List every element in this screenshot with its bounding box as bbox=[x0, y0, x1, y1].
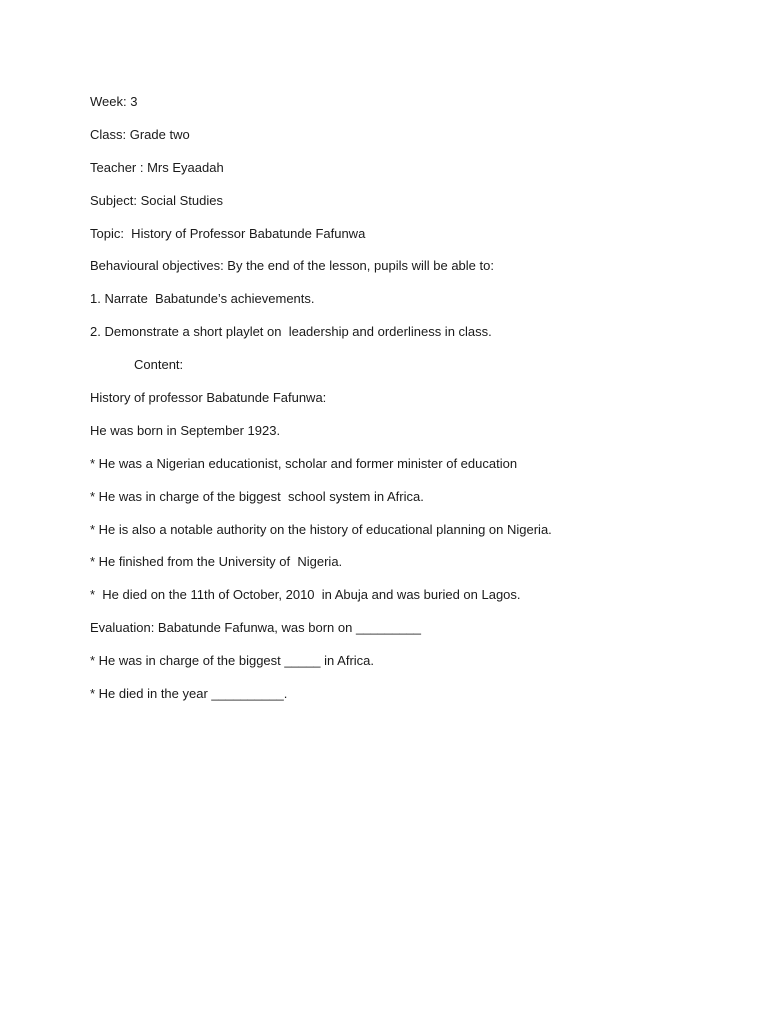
evaluation-item: * He died in the year __________. bbox=[90, 686, 288, 702]
content-paragraph: He was born in September 1923. bbox=[90, 422, 281, 438]
week-line: Week: 3 bbox=[90, 94, 138, 109]
objective-item: 2. Demonstrate a short playlet on leadership and orderliness in class. bbox=[90, 324, 492, 340]
class-line: Class: Grade two bbox=[90, 126, 190, 142]
objectives-heading: Behavioural objectives: By the end of the lesson, pupils will be able to: bbox=[90, 258, 494, 274]
content-bullet: * He finished from the University of Nigeria. bbox=[90, 554, 343, 570]
document-body bbox=[90, 92, 730, 717]
history-heading: History of professor Babatunde Fafunwa: bbox=[90, 390, 327, 406]
teacher-line: Teacher : Mrs Eyaadah bbox=[90, 159, 224, 175]
content-bullet: * He was in charge of the biggest school system in Africa. bbox=[90, 488, 424, 504]
evaluation-item: * He was in charge of the biggest _____ in Africa. bbox=[90, 653, 375, 669]
objective-item: 1. Narrate Babatunde’s achievements. bbox=[90, 291, 315, 307]
subject-line: Subject: Social Studies bbox=[90, 192, 223, 208]
topic-line: Topic: History of Professor Babatunde Fafunwa bbox=[90, 225, 366, 241]
evaluation-line: Evaluation: Babatunde Fafunwa, was born on _________ bbox=[90, 620, 422, 636]
content-bullet: * He died on the 11th of October, 2010 in Abuja and was buried on Lagos. bbox=[90, 587, 521, 603]
content-bullet: * He was a Nigerian educationist, scholar and former minister of education bbox=[90, 455, 518, 471]
content-bullet: * He is also a notable authority on the history of educational planning on Nigeria. bbox=[90, 521, 552, 537]
content-heading: Content: bbox=[134, 357, 184, 373]
